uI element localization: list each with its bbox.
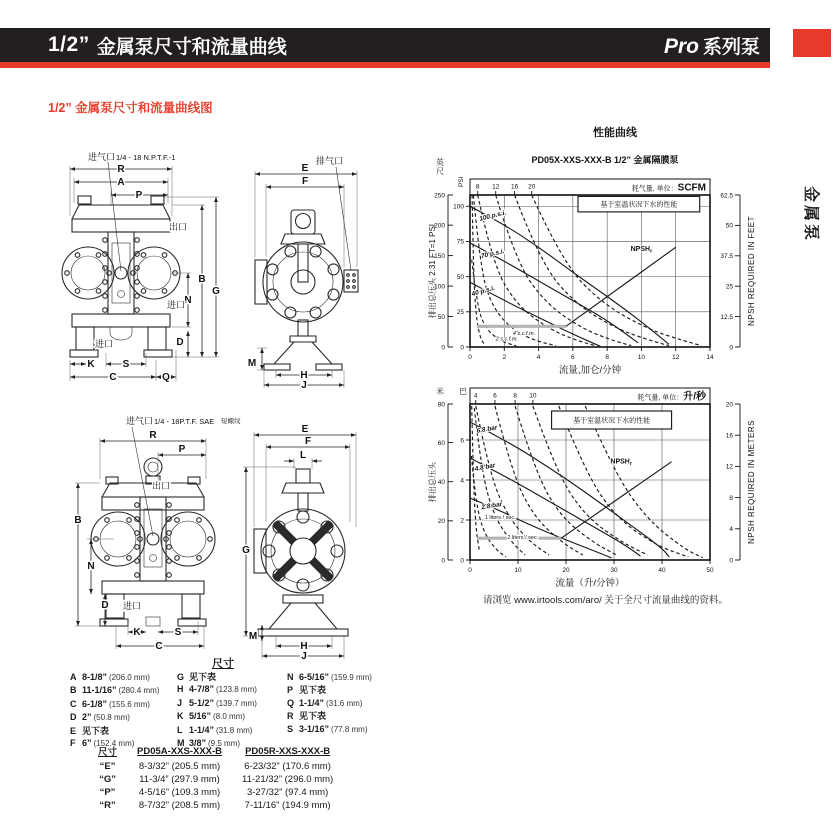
- bolt-circles: [65, 238, 178, 313]
- bolt-circles: [94, 503, 213, 578]
- svg-text:1 liters / sec.: 1 liters / sec.: [484, 515, 516, 521]
- svg-text:C: C: [109, 372, 117, 383]
- svg-text:62.5: 62.5: [720, 192, 733, 200]
- svg-text:50: 50: [456, 273, 464, 281]
- svg-text:短螺纹: 短螺纹: [221, 418, 241, 425]
- svg-text:M: M: [248, 631, 258, 642]
- svg-text:12.5: 12.5: [720, 313, 733, 321]
- svg-text:25: 25: [456, 309, 464, 317]
- bolt-circles: [347, 274, 356, 289]
- svg-text:8: 8: [475, 183, 480, 191]
- dimension-item: M 3/8” (9.5 mm): [177, 738, 241, 749]
- chart-svg: [425, 125, 775, 378]
- svg-text:2 liters / sec.: 2 liters / sec.: [507, 535, 539, 541]
- svg-text:12: 12: [492, 183, 500, 191]
- svg-text:12: 12: [725, 463, 733, 471]
- dimension-item: B 11-1/16” (280.4 mm): [70, 685, 160, 696]
- svg-text:出口: 出口: [151, 481, 171, 491]
- svg-text:100: 100: [434, 283, 445, 291]
- svg-text:4 s.c.f.m.: 4 s.c.f.m.: [512, 330, 536, 337]
- svg-text:6: 6: [460, 437, 464, 445]
- svg-text:进口: 进口: [166, 300, 186, 310]
- svg-text:H: H: [300, 370, 308, 381]
- dims-column: [287, 671, 397, 736]
- chart-svg: [425, 380, 775, 620]
- svg-text:NPSH REQUIRED IN FEET: NPSH REQUIRED IN FEET: [747, 215, 756, 327]
- dimension-item: S 3-1/16” (77.8 mm): [287, 723, 368, 734]
- svg-text:排气口: 排气口: [316, 156, 344, 166]
- svg-text:50: 50: [706, 567, 714, 574]
- svg-text:进口: 进口: [122, 601, 142, 611]
- svg-text:40 p.s.i.: 40 p.s.i.: [470, 284, 496, 299]
- svg-text:20: 20: [437, 518, 445, 526]
- svg-text:8: 8: [513, 392, 517, 400]
- svg-text:10: 10: [514, 567, 522, 574]
- svg-text:0: 0: [460, 344, 464, 352]
- dims-column: [177, 671, 287, 750]
- svg-text:进气口: 进气口: [126, 416, 154, 426]
- svg-text:出口: 出口: [168, 222, 188, 232]
- svg-text:10: 10: [529, 392, 537, 400]
- svg-text:进气口: 进气口: [88, 152, 116, 162]
- svg-text:米: 米: [436, 387, 444, 396]
- section-subtitle: 1/2” 金属泵尺寸和流量曲线图: [48, 101, 213, 115]
- svg-text:流量（升/分钟）: 流量（升/分钟）: [555, 578, 625, 589]
- svg-text:J: J: [301, 651, 307, 662]
- svg-text:G: G: [242, 545, 250, 556]
- page-title: 金属泵尺寸和流量曲线: [96, 36, 287, 58]
- svg-text:50: 50: [725, 222, 733, 230]
- svg-text:G: G: [212, 286, 220, 297]
- svg-text:6.8 bar: 6.8 bar: [476, 424, 498, 435]
- svg-text:1/4 - 18P.T.F. SAE: 1/4 - 18P.T.F. SAE: [154, 417, 215, 426]
- svg-text:250: 250: [434, 192, 445, 200]
- svg-text:PD05X-XXS-XXX-B 1/2” 金属隔膜泵: PD05X-XXS-XXX-B 1/2” 金属隔膜泵: [531, 155, 679, 165]
- header-bar: [0, 28, 770, 68]
- svg-text:排出总压头: 排出总压头: [428, 462, 437, 502]
- performance-chart-imperial: [425, 125, 775, 383]
- svg-text:C: C: [155, 641, 163, 652]
- dimension-item: J 5-1/2” (139.7 mm): [177, 697, 257, 708]
- table-row: “R” 8-7/32” (208.5 mm) 7-11/16” (194.9 mm): [99, 800, 331, 811]
- dimension-item: R 见下表: [287, 711, 327, 722]
- svg-text:巴: 巴: [459, 387, 467, 396]
- dimension-item: P 见下表: [287, 685, 327, 696]
- svg-text:8: 8: [729, 494, 733, 502]
- svg-text:20: 20: [562, 567, 570, 574]
- svg-text:进口: 进口: [94, 339, 114, 349]
- svg-text:F: F: [304, 436, 312, 447]
- svg-text:4.8 bar: 4.8 bar: [474, 462, 497, 473]
- svg-text:基于室温状况下水的性能: 基于室温状况下水的性能: [573, 417, 651, 425]
- svg-text:8: 8: [605, 354, 609, 361]
- svg-text:12: 12: [672, 354, 680, 361]
- svg-text:6: 6: [493, 392, 497, 400]
- svg-text:E: E: [301, 424, 309, 435]
- dimension-item: Q 1-1/4” (31.6 mm): [287, 697, 363, 708]
- dimension-item: N 6-5/16” (159.9 mm): [287, 672, 372, 682]
- table-row: “P” 4-5/16” (109.3 mm) 3-27/32” (97.4 mm): [99, 787, 329, 798]
- svg-text:37.5: 37.5: [720, 253, 733, 261]
- svg-text:4: 4: [473, 392, 478, 400]
- svg-text:0: 0: [729, 344, 733, 352]
- table-row: “E” 8-3/32” (205.5 mm) 6-23/32” (170.6 mm): [99, 761, 331, 772]
- svg-text:0: 0: [468, 354, 472, 361]
- svg-text:80: 80: [437, 401, 445, 409]
- svg-text:D: D: [176, 337, 184, 348]
- dims-table-title: 尺寸: [212, 658, 234, 670]
- svg-text:R: R: [149, 430, 157, 441]
- svg-text:英尺: 英尺: [436, 158, 444, 176]
- svg-text:2.8 bar: 2.8 bar: [480, 501, 503, 512]
- svg-text:P: P: [135, 190, 143, 201]
- dimension-item: H 4-7/8” (123.8 mm): [177, 684, 257, 695]
- svg-text:B: B: [198, 274, 206, 285]
- svg-text:70 p.s.i.: 70 p.s.i.: [480, 247, 506, 261]
- side-view-art: [255, 167, 358, 370]
- svg-text:F: F: [301, 176, 309, 187]
- svg-text:40: 40: [437, 478, 445, 486]
- dims-column: [70, 671, 180, 750]
- svg-text:6: 6: [571, 354, 575, 361]
- svg-text:20: 20: [725, 401, 733, 409]
- svg-text:0: 0: [460, 557, 464, 565]
- dimension-item: C 6-1/8” (155.6 mm): [70, 698, 150, 709]
- svg-text:H: H: [300, 641, 308, 652]
- svg-text:性能曲线: 性能曲线: [593, 127, 637, 139]
- svg-text:0: 0: [468, 567, 472, 574]
- svg-text:P: P: [178, 444, 186, 455]
- svg-text:2: 2: [460, 517, 464, 525]
- svg-text:NPSH REQUIRED IN METERS: NPSH REQUIRED IN METERS: [747, 420, 756, 544]
- svg-text:100: 100: [453, 203, 464, 211]
- svg-text:R: R: [117, 164, 125, 175]
- chart-footnote: 请浏览 www.irtools.com/aro/ 关于全尺寸流量曲线的资料。: [483, 595, 728, 606]
- svg-text:25: 25: [725, 283, 733, 291]
- front-view-art: [91, 427, 215, 626]
- svg-text:16: 16: [510, 183, 519, 191]
- svg-text:NPSHr: $NPSH_r$: [630, 245, 653, 255]
- svg-text:14: 14: [706, 354, 714, 361]
- svg-text:S: S: [174, 627, 182, 638]
- svg-text:150: 150: [434, 252, 445, 260]
- svg-text:4: 4: [460, 477, 464, 485]
- svg-text:排出总压头 2.31 FT=1 PSI: 排出总压头 2.31 FT=1 PSI: [428, 223, 437, 319]
- drawing-labels: [74, 415, 311, 662]
- svg-text:J: J: [301, 380, 307, 391]
- svg-text:耗气量, 单位：SCFM: 耗气量, 单位：SCFM: [631, 182, 706, 194]
- dimension-item: F 6” (152.4 mm): [70, 738, 135, 749]
- svg-text:20: 20: [528, 183, 536, 191]
- svg-text:4: 4: [729, 526, 733, 534]
- svg-text:60: 60: [437, 439, 445, 447]
- page-title-size: 1/2”: [48, 33, 90, 56]
- svg-text:K: K: [87, 359, 95, 370]
- svg-text:75: 75: [456, 238, 464, 246]
- corner-tab: [793, 29, 831, 57]
- svg-text:A: A: [117, 177, 125, 188]
- dimension-item: A 8-1/8” (206.0 mm): [70, 672, 150, 682]
- svg-text:16: 16: [725, 432, 733, 440]
- svg-text:S: S: [122, 359, 130, 370]
- svg-text:耗气量, 单位：升/秒: 耗气量, 单位：升/秒: [637, 391, 706, 403]
- performance-chart-metric: [425, 380, 775, 625]
- svg-text:0: 0: [441, 344, 445, 352]
- svg-text:K: K: [133, 627, 141, 638]
- svg-text:PSI: PSI: [458, 176, 465, 187]
- svg-text:M: M: [247, 358, 257, 369]
- side-tab-label: 金属泵: [802, 186, 819, 244]
- table-row: “G” 11-3/4” (297.9 mm) 11-21/32” (296.0 mm): [99, 774, 334, 785]
- svg-text:E: E: [301, 163, 309, 174]
- dimension-item: G 见下表: [177, 672, 217, 682]
- model-table-header: PD05R-XXS-XXX-B: [245, 745, 331, 757]
- dimension-item: K 5/16” (8.0 mm): [177, 711, 246, 722]
- svg-text:2: 2: [502, 354, 507, 361]
- svg-text:NPSHr: $NPSH_r$: [610, 458, 632, 468]
- svg-text:D: D: [101, 600, 109, 611]
- pump-drawing-sae: [58, 389, 403, 664]
- svg-text:L: L: [299, 450, 307, 461]
- dimension-item: L 1-1/4” (31.8 mm): [177, 724, 253, 735]
- brand-label: Pro 系列泵: [663, 34, 760, 58]
- svg-text:0: 0: [441, 557, 445, 565]
- pump-drawing-nptf: [58, 124, 403, 392]
- svg-text:流量,加仑/分钟: 流量,加仑/分钟: [558, 365, 622, 376]
- svg-text:30: 30: [610, 567, 618, 574]
- svg-text:基于室温状况下水的性能: 基于室温状况下水的性能: [600, 201, 678, 209]
- front-view-art: [62, 162, 180, 357]
- model-table-header: PD05A-XXS-XXX-B: [137, 745, 223, 757]
- svg-text:1/4 - 18 N.P.T.F.-1: 1/4 - 18 N.P.T.F.-1: [116, 153, 176, 162]
- svg-text:Q: Q: [162, 372, 170, 383]
- svg-text:N: N: [184, 295, 192, 306]
- svg-text:0: 0: [729, 557, 733, 565]
- svg-text:100 p.s.i.: 100 p.s.i.: [478, 209, 507, 223]
- svg-text:N: N: [87, 561, 95, 572]
- model-table-header: 尺寸: [98, 747, 118, 758]
- side-view-art: [254, 469, 348, 636]
- svg-text:40: 40: [658, 567, 666, 574]
- svg-text:200: 200: [434, 222, 445, 230]
- svg-text:B: B: [74, 515, 82, 526]
- svg-text:10: 10: [637, 354, 646, 361]
- dimension-item: E 见下表: [70, 725, 110, 736]
- svg-text:4: 4: [536, 354, 541, 361]
- dimension-item: D 2” (50.8 mm): [70, 712, 130, 723]
- svg-text:2 s.c.f.m.: 2 s.c.f.m.: [495, 336, 519, 343]
- model-dims-table: [88, 744, 343, 812]
- svg-text:50: 50: [437, 313, 445, 321]
